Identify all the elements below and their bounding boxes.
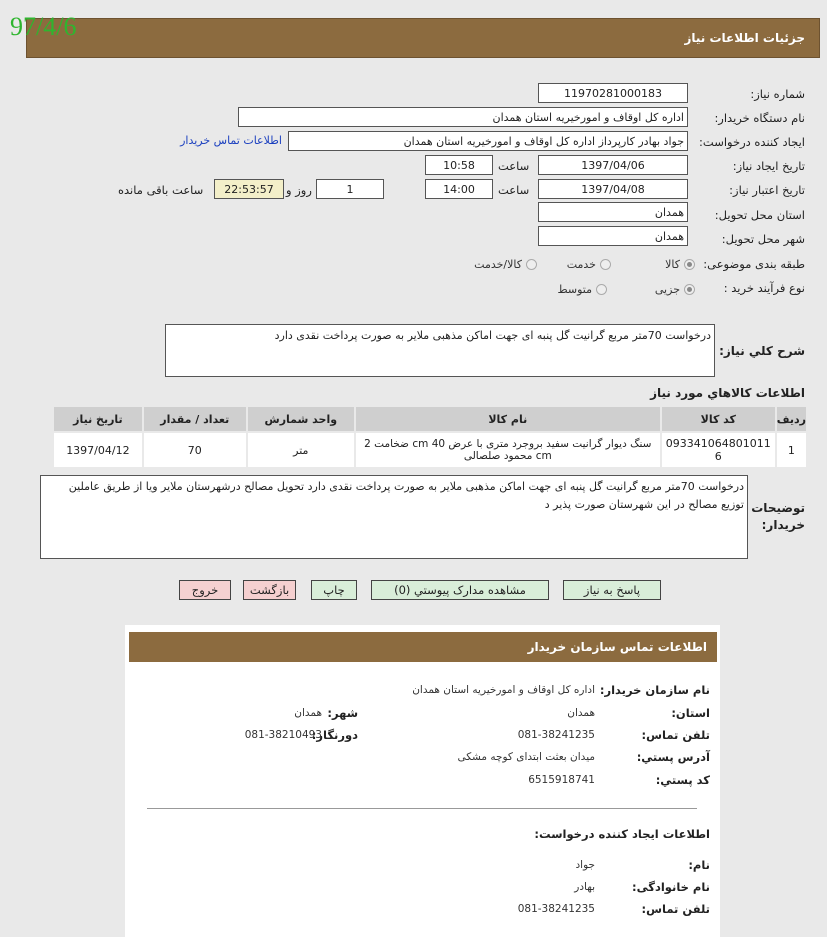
cell-qty: 70 <box>143 432 247 468</box>
need-number-field[interactable]: 11970281000183 <box>538 83 688 103</box>
create-date-field[interactable]: 1397/04/06 <box>538 155 688 175</box>
radio-icon <box>526 259 537 270</box>
postal-label: کد پستي: <box>655 773 710 787</box>
creator-label: ایجاد کننده درخواست: <box>699 135 805 149</box>
creator-section-title: اطلاعات ایجاد کننده درخواست: <box>534 827 710 841</box>
family-label: نام خانوادگی: <box>632 880 710 894</box>
address-label: آدرس پستي: <box>636 750 710 764</box>
description-textarea[interactable]: درخواست 70متر مربع گرانیت گل پنبه ای جهت اماکن مذهبی ملایر به صورت پرداخت نقدی دارد <box>165 324 715 377</box>
col-qty: تعداد / مقدار <box>143 406 247 432</box>
buyer-org-field[interactable]: اداره کل اوقاف و امورخیریه استان همدان <box>238 107 688 127</box>
radio-label: خدمت <box>566 258 596 271</box>
buyer-contact-panel <box>125 625 720 937</box>
process-radio-minor[interactable] <box>655 283 695 296</box>
table-row <box>53 432 807 468</box>
radio-label: کالا/خدمت <box>474 258 522 271</box>
cell-row: 1 <box>776 432 807 468</box>
cell-code: 093341064801011​6 <box>661 432 776 468</box>
org-label: نام سازمان خریدار: <box>599 683 710 697</box>
hour-label: ساعت <box>498 159 530 173</box>
back-button[interactable]: بازگشت <box>243 580 296 600</box>
reply-button[interactable]: پاسخ به نیاز <box>563 580 661 600</box>
days-label: روز و <box>286 183 312 197</box>
date-stamp: 97/4/6 <box>10 12 77 41</box>
page-title: جزئیات اطلاعات نیاز <box>684 31 805 45</box>
name-value: جواد <box>575 859 595 871</box>
cell-unit: متر <box>247 432 355 468</box>
goods-table <box>52 405 808 469</box>
buyer-contact-link[interactable]: اطلاعات تماس خریدار <box>180 134 282 147</box>
category-radio-both[interactable] <box>474 258 537 271</box>
hour-label-2: ساعت <box>498 183 530 197</box>
radio-label: متوسط <box>557 283 592 296</box>
goods-title: اطلاعات کالاهاي مورد نیاز <box>650 386 805 400</box>
creator-field[interactable]: جواد بهادر کارپرداز اداره کل اوقاف و امورخیریه استان همدان <box>288 131 688 151</box>
valid-time-field[interactable]: 14:00 <box>425 179 493 199</box>
fax-value: 081-38210493 <box>244 729 322 741</box>
create-time-field[interactable]: 10:58 <box>425 155 493 175</box>
buyer-org-label: نام دستگاه خریدار: <box>714 111 805 125</box>
buyer-notes-label: توضیحات خریدار: <box>751 501 805 532</box>
contact-panel-header: اطلاعات تماس سازمان خریدار <box>129 632 717 662</box>
col-code: کد کالا <box>661 406 776 432</box>
family-value: بهادر <box>574 881 595 893</box>
cell-name: سنگ دیوار گرانیت سفید بروجرد متری با عرض 40 cm ضخامت 2 cm محمود صلصالی <box>355 432 661 468</box>
category-radio-goods[interactable] <box>665 258 695 271</box>
exit-button[interactable]: خروج <box>179 580 231 600</box>
col-name: نام کالا <box>355 406 661 432</box>
col-unit: واحد شمارش <box>247 406 355 432</box>
radio-icon <box>684 259 695 270</box>
radio-icon <box>596 284 607 295</box>
table-header-row <box>53 406 807 432</box>
radio-label: جزیی <box>654 283 680 296</box>
valid-date-label: تاریخ اعتبار نیاز: <box>729 183 805 197</box>
fax-label: دورنگار: <box>311 728 358 742</box>
creator-phone-label: تلفن تماس: <box>641 902 710 916</box>
create-date-label: تاریخ ایجاد نیاز: <box>732 159 805 173</box>
valid-date-field[interactable]: 1397/04/08 <box>538 179 688 199</box>
province-field[interactable]: همدان <box>538 202 688 222</box>
need-number-label: شماره نیاز: <box>750 87 805 101</box>
days-field[interactable]: 1 <box>316 179 384 199</box>
category-radio-service[interactable] <box>567 258 611 271</box>
radio-icon <box>600 259 611 270</box>
process-label: نوع فرآیند خرید : <box>723 281 805 295</box>
attachments-button[interactable]: مشاهده مدارک پیوستي (0) <box>371 580 549 600</box>
buyer-notes-textarea[interactable]: درخواست 70متر مربع گرانیت گل پنبه ای جهت اماکن مذهبی ملایر به صورت پرداخت نقدی دارد تحویل مصالح درشهرستان ملایر ویا از طریق عاملین توزیع مصالح در این شهرستان صورت پذیر د <box>40 475 748 559</box>
process-radio-medium[interactable] <box>557 283 607 296</box>
page-header <box>26 18 820 58</box>
city-value: همدان <box>294 707 322 719</box>
divider <box>147 808 697 809</box>
org-value: اداره کل اوقاف و امورخیریه استان همدان <box>412 684 595 696</box>
name-label: نام: <box>688 858 710 872</box>
province-label: استان محل تحویل: <box>714 208 805 222</box>
city-label: شهر محل تحویل: <box>721 232 805 246</box>
remaining-label: ساعت باقی مانده <box>118 183 204 197</box>
remaining-time: 22:53:57 <box>214 179 284 199</box>
col-row: ردیف <box>776 406 807 432</box>
col-date: تاریخ نیاز <box>53 406 143 432</box>
creator-phone-value: 081-38241235 <box>517 903 595 915</box>
category-label: طبقه بندی موضوعی: <box>703 257 805 271</box>
address-value: میدان بعثت ابتدای کوچه مشکی <box>457 751 595 763</box>
print-button[interactable]: چاپ <box>311 580 357 600</box>
city-label: شهر: <box>327 706 358 720</box>
radio-label: کالا <box>665 258 680 271</box>
cell-date: 1397/04/12 <box>53 432 143 468</box>
description-label: شرح کلي نیاز: <box>719 344 805 358</box>
phone-value: 081-38241235 <box>517 729 595 741</box>
phone-label: تلفن تماس: <box>641 728 710 742</box>
province-label: استان: <box>671 706 710 720</box>
radio-icon <box>684 284 695 295</box>
province-value: همدان <box>567 707 595 719</box>
postal-value: 6515918741 <box>528 774 595 786</box>
city-field[interactable]: همدان <box>538 226 688 246</box>
